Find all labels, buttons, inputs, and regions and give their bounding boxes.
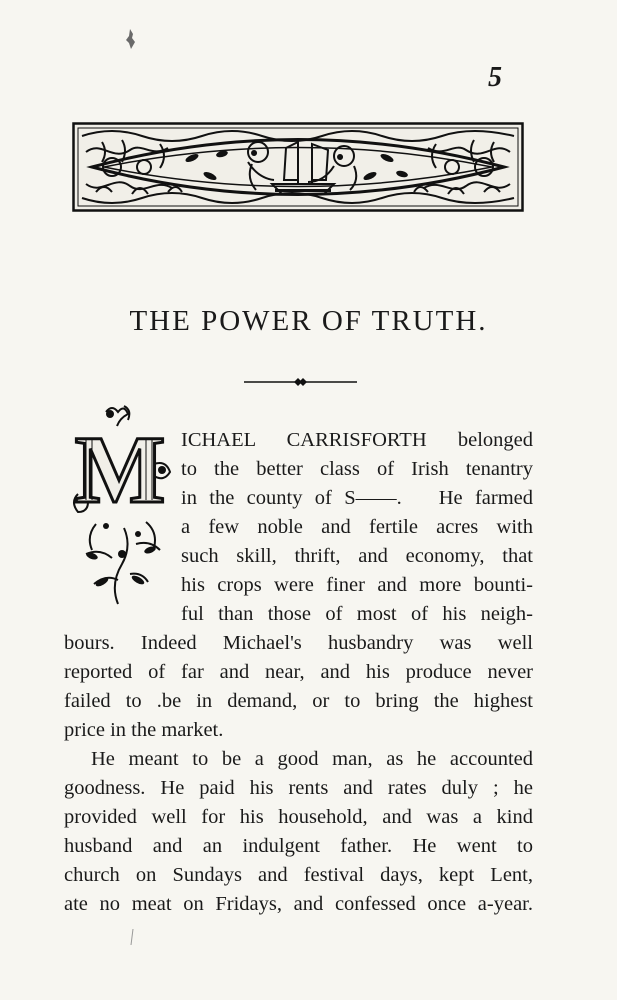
text-line: husband and an indulgent father. He went to [64,835,533,857]
text-line: church on Sundays and festival days, kept Lent, [64,864,533,886]
text-line: a few noble and fertile acres with [181,516,533,538]
ink-blot [124,28,138,55]
text-line: goodness. He paid his rents and rates duly ; he [64,777,533,799]
chapter-title: THE POWER OF TRUTH. [129,305,488,337]
text-line: price in the market. [64,719,224,741]
text-line: He meant to be a good man, as he accounted [91,748,533,770]
page-number: 5 [488,62,502,93]
initial-letter-text: M [74,416,166,523]
text-line: in the county of S——. He farmed [181,487,533,509]
text-line: his crops were finer and more bounti- [181,574,533,596]
decorative-headpiece-banner [72,122,524,212]
text-line: to the better class of Irish tenantry [181,458,533,480]
text-line: such skill, thrift, and economy, that [181,545,533,567]
text-line: provided well for his household, and was a kind [64,806,533,828]
text-line: ate no meat on Fridays, and confessed once a-year. [64,893,533,915]
text-line: ful than those of most of his neigh- [181,603,533,625]
text-line: bours. Indeed Michael's husbandry was well [64,632,533,654]
ornamental-rule [244,374,357,390]
text-line: reported of far and near, and his produce never [64,661,533,683]
decorated-initial-letter [66,404,174,612]
stray-pencil-mark [128,928,136,951]
text-line: ICHAEL CARRISFORTH belonged [181,429,533,451]
text-line: failed to .be in demand, or to bring the highest [64,690,533,712]
